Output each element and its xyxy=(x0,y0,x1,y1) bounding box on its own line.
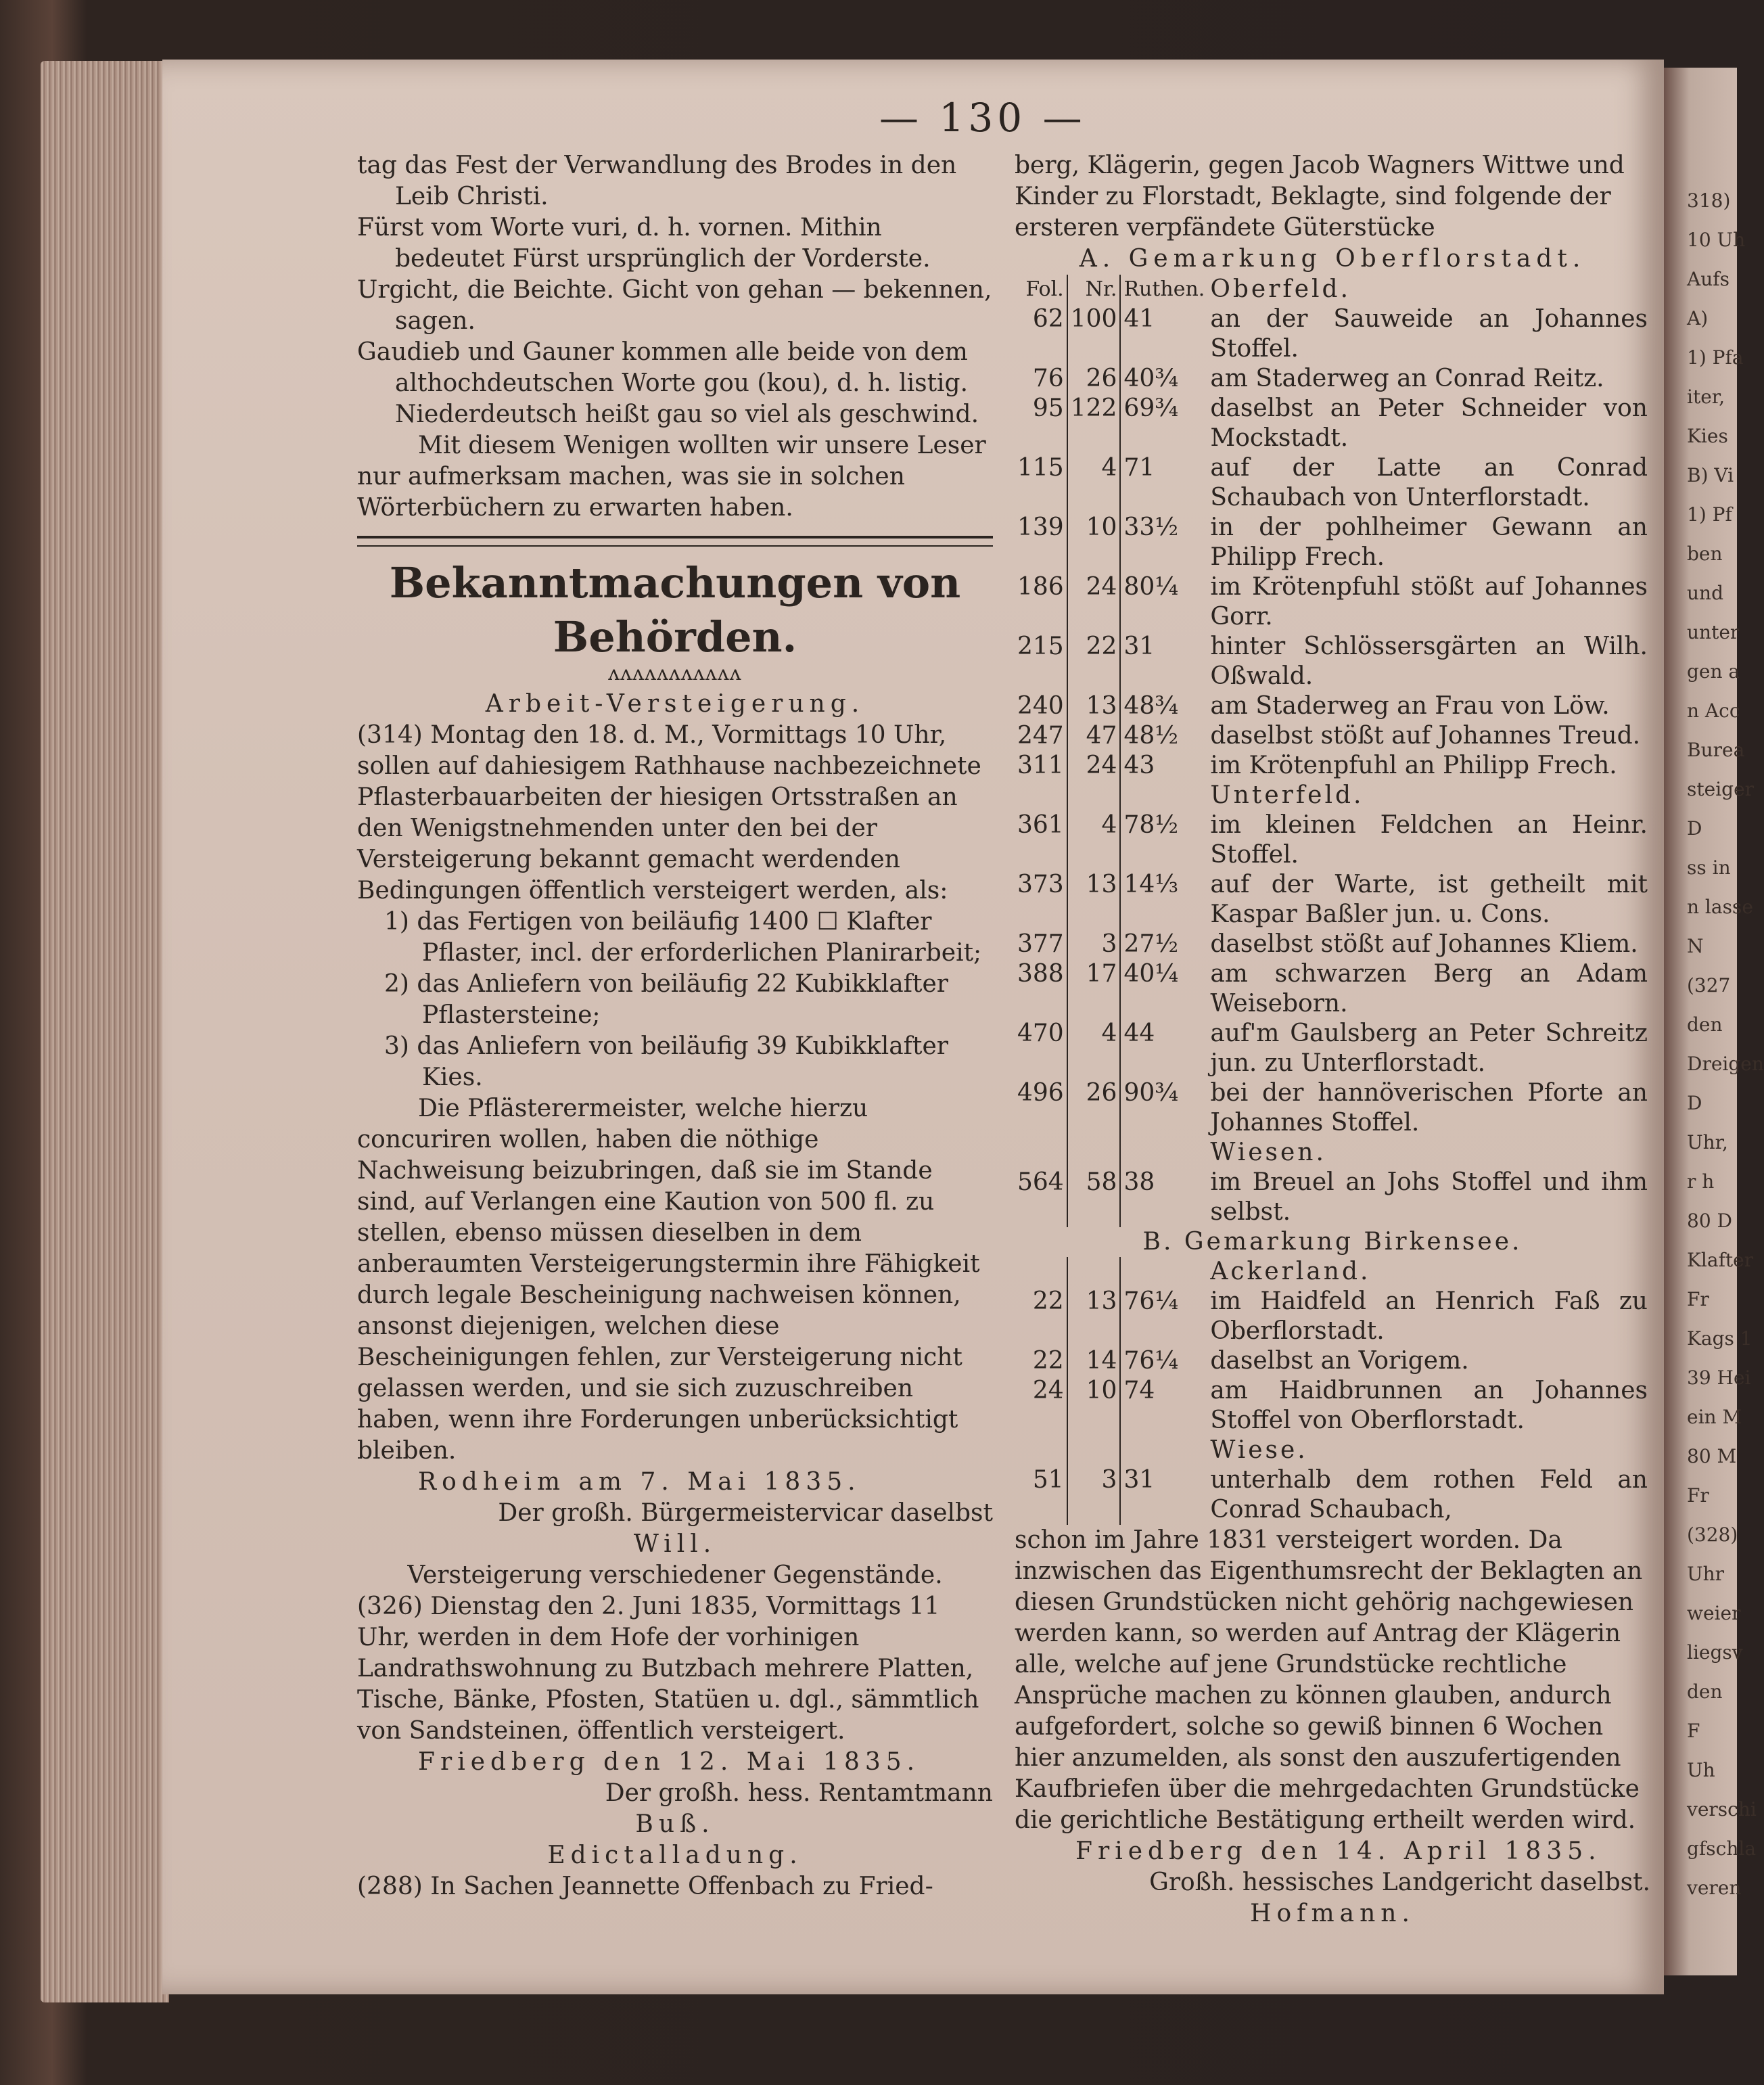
next-page-fragment: Uh xyxy=(1687,1759,1715,1781)
nr-cell: 22 xyxy=(1067,632,1121,691)
intro-paragraph: Gaudieb und Gauner kommen alle beide von dem althochdeutschen Worte gou (kou), d. h. listig. Niederdeutsch heißt gau so viel als geschwind. xyxy=(357,338,979,428)
notice-place-date: Rodheim am 7. Mai 1835. xyxy=(418,1468,861,1496)
empty-cell xyxy=(1015,1138,1067,1168)
page-edges xyxy=(41,61,169,2002)
intro-paragraph: Fürst vom Worte vuri, d. h. vornen. Mithin bedeutet Fürst ursprünglich der Vorderste. xyxy=(357,214,931,273)
ruthen-cell: 40¾ xyxy=(1120,364,1207,394)
nr-cell: 4 xyxy=(1067,453,1121,513)
table-subsection: Oberfeld. xyxy=(1210,275,1351,303)
description-cell: im Krötenpfuhl an Philipp Frech. xyxy=(1210,752,1617,779)
notice-place-date: Friedberg den 14. April 1835. xyxy=(1075,1837,1602,1865)
table-header-row xyxy=(1015,275,1650,304)
fol-cell: 51 xyxy=(1032,1466,1064,1494)
next-page-fragment: Dreigen xyxy=(1687,1053,1764,1075)
description-cell: auf der Latte an Conrad Schaubach von Unterflorstadt. xyxy=(1210,454,1648,511)
notice-signature: Großh. hessisches Landgericht daselbst. xyxy=(1149,1869,1650,1896)
next-page-fragment: 80 M xyxy=(1687,1445,1737,1467)
table-row xyxy=(1015,870,1650,930)
nr-cell: 4 xyxy=(1067,1019,1121,1078)
description-cell: im kleinen Feldchen an Heinr. Stoffel. xyxy=(1210,811,1648,869)
notice-signature: Der großh. hess. Rentamtmann xyxy=(605,1779,993,1807)
nr-cell: 3 xyxy=(1067,1465,1121,1525)
table-row xyxy=(1015,1168,1650,1227)
next-page-fragment: (328) xyxy=(1687,1523,1738,1546)
description-cell: in der pohlheimer Gewann an Philipp Frech. xyxy=(1210,513,1648,571)
table-row xyxy=(1015,810,1650,870)
table-row xyxy=(1015,751,1650,781)
next-page-fragment: Klafter xyxy=(1687,1249,1754,1271)
notice-title: Edictalladung. xyxy=(547,1841,803,1869)
description-cell: daselbst stößt auf Johannes Treud. xyxy=(1210,722,1641,750)
next-page-fragment: den xyxy=(1687,1013,1723,1036)
empty-cell xyxy=(1120,1257,1207,1287)
nr-cell: 13 xyxy=(1067,870,1121,930)
table-subsection-row xyxy=(1015,781,1650,810)
fol-cell: 139 xyxy=(1017,513,1064,541)
description-cell: daselbst an Peter Schneider von Mockstadt. xyxy=(1210,394,1648,452)
next-page-fragment: Kags 1 xyxy=(1687,1327,1753,1350)
nr-cell: 10 xyxy=(1067,513,1121,572)
nr-cell: 24 xyxy=(1067,572,1121,632)
fol-cell: 247 xyxy=(1017,722,1064,750)
nr-cell: 26 xyxy=(1067,1078,1121,1138)
table-row xyxy=(1015,1019,1650,1078)
fol-cell: 24 xyxy=(1032,1377,1064,1404)
fol-cell: 496 xyxy=(1017,1079,1064,1107)
nr-cell: 13 xyxy=(1067,691,1121,721)
empty-cell xyxy=(1067,781,1121,810)
notice-body: (326) Dienstag den 2. Juni 1835, Vormittags 11 Uhr, werden in dem Hofe der vorhinigen Landrathswohnung zu Butzbach mehrere Platten, Tische, Bänke, Pfosten, Statüen u. dgl., sämmtlich von Sandsteinen, öffentlich versteigert. xyxy=(357,1593,979,1745)
next-page-fragment: 80 D xyxy=(1687,1210,1732,1232)
notice-place-date: Friedberg den 12. Mai 1835. xyxy=(418,1748,921,1776)
table-row xyxy=(1015,721,1650,751)
fol-cell: 95 xyxy=(1032,394,1064,422)
table-row xyxy=(1015,1287,1650,1346)
table-row xyxy=(1015,1078,1650,1138)
ruthen-cell: 71 xyxy=(1120,453,1207,513)
table-section-title: B. Gemarkung Birkensee. xyxy=(1142,1228,1523,1256)
fol-cell: 22 xyxy=(1032,1347,1064,1375)
empty-cell xyxy=(1015,1436,1067,1465)
nr-cell: 100 xyxy=(1067,304,1121,364)
table-subsection: Wiese. xyxy=(1210,1436,1308,1464)
notice-list-item: 3) das Anliefern von beiläufig 39 Kubikklafter Kies. xyxy=(384,1032,948,1091)
description-cell: im Krötenpfuhl stößt auf Johannes Gorr. xyxy=(1210,573,1648,631)
nr-cell: 13 xyxy=(1067,1287,1121,1346)
empty-cell xyxy=(1015,781,1067,810)
table-row xyxy=(1015,930,1650,959)
ruthen-cell: 69¾ xyxy=(1120,394,1207,453)
next-page-fragment: D xyxy=(1687,1092,1702,1114)
fol-cell: 564 xyxy=(1017,1168,1064,1196)
next-page-fragment: liegsv xyxy=(1687,1641,1743,1664)
notice-body: berg, Klägerin, gegen Jacob Wagners Wittwe und Kinder zu Florstadt, Beklagte, sind folgende der ersteren verpfändete Güterstücke xyxy=(1015,152,1625,242)
next-page-fragment: veren xyxy=(1687,1877,1742,1899)
nr-cell: 14 xyxy=(1067,1346,1121,1376)
description-cell: daselbst an Vorigem. xyxy=(1210,1347,1469,1375)
next-page-fragment: (327 xyxy=(1687,974,1731,996)
description-cell: bei der hannöverischen Pforte an Johannes Stoffel. xyxy=(1210,1079,1648,1137)
table-subsection-row xyxy=(1015,1227,1650,1257)
description-cell: an der Sauweide an Johannes Stoffel. xyxy=(1210,305,1648,363)
description-cell: im Breuel an Johs Stoffel und ihm selbst. xyxy=(1210,1168,1648,1226)
next-page-fragment: Kies xyxy=(1687,425,1728,447)
table-row xyxy=(1015,364,1650,394)
ruthen-cell: 31 xyxy=(1120,1465,1207,1525)
nr-cell: 17 xyxy=(1067,959,1121,1019)
table-subsection-row xyxy=(1015,1436,1650,1465)
empty-cell xyxy=(1067,1257,1121,1287)
table-section-title: A. Gemarkung Oberflorstadt. xyxy=(1079,245,1586,273)
next-page-fragment: unter xyxy=(1687,621,1740,643)
fol-cell: 377 xyxy=(1017,930,1064,958)
next-page-fragment: ben xyxy=(1687,543,1723,565)
next-page-fragment: ss in xyxy=(1687,856,1731,879)
ruthen-cell: 27½ xyxy=(1120,930,1207,959)
ruthen-cell: 41 xyxy=(1120,304,1207,364)
notice-body: Die Pflästerermeister, welche hierzu concuriren wollen, haben die nöthige Nachweisung beizubringen, daß sie im Stande sind, auf Verlangen eine Kaution von 500 fl. zu stellen, ebenso müssen dieselben in dem anberaumten Versteigerungstermin ihre Fähigkeit durch legale Bescheinigung nachweisen können, ansonst diejenigen, welchen diese Bescheinigungen fehlen, zur Versteigerung nicht gelassen werden, und sie sich zuzuschreiben haben, wenn ihre Forderungen unberücksichtigt bleiben. xyxy=(357,1095,980,1465)
intro-paragraph: Urgicht, die Beichte. Gicht von gehan — bekennen, sagen. xyxy=(357,276,992,335)
ruthen-cell: 33½ xyxy=(1120,513,1207,572)
next-page-fragment: Aufs xyxy=(1687,268,1730,290)
fol-cell: 388 xyxy=(1017,960,1064,988)
ruthen-cell: 31 xyxy=(1120,632,1207,691)
next-page-fragment: ein M xyxy=(1687,1406,1742,1428)
description-cell: auf'm Gaulsberg an Peter Schreitz jun. zu Unterflorstadt. xyxy=(1210,1019,1648,1077)
table-row xyxy=(1015,959,1650,1019)
intro-paragraph: tag das Fest der Verwandlung des Brodes in den Leib Christi. xyxy=(357,152,957,210)
table-subsection-row xyxy=(1015,1257,1650,1287)
ruthen-cell: 76¼ xyxy=(1120,1287,1207,1346)
fol-cell: 62 xyxy=(1032,305,1064,333)
nr-cell: 122 xyxy=(1067,394,1121,453)
next-page-fragment: und xyxy=(1687,582,1723,604)
next-page-fragment: n Acc xyxy=(1687,700,1740,722)
empty-cell xyxy=(1120,1138,1207,1168)
fol-cell: 76 xyxy=(1032,365,1064,392)
nr-cell: 3 xyxy=(1067,930,1121,959)
description-cell: am Staderweg an Frau von Löw. xyxy=(1210,692,1610,720)
table-row xyxy=(1015,1346,1650,1376)
next-page-fragment: 318) xyxy=(1687,189,1731,212)
header-fol: Fol. xyxy=(1025,277,1064,301)
table-row xyxy=(1015,572,1650,632)
fol-cell: 115 xyxy=(1017,454,1064,482)
fol-cell: 186 xyxy=(1017,573,1064,601)
table-row xyxy=(1015,304,1650,364)
next-page-fragment: verschi xyxy=(1687,1798,1757,1820)
next-page-fragment: 1) Pf xyxy=(1687,503,1732,526)
next-page-fragment: r h xyxy=(1687,1170,1715,1193)
ruthen-cell: 74 xyxy=(1120,1376,1207,1436)
ruthen-cell: 40¼ xyxy=(1120,959,1207,1019)
page-number: — 130 — xyxy=(879,95,1086,141)
notice-signature: Der großh. Bürgermeistervicar daselbst xyxy=(498,1499,993,1527)
table-row xyxy=(1015,513,1650,572)
next-page-fragment: 10 Uh xyxy=(1687,229,1746,251)
next-page-fragment: steiger xyxy=(1687,778,1755,800)
next-page-fragment: 39 Hei xyxy=(1687,1367,1751,1389)
ruthen-cell: 48¾ xyxy=(1120,691,1207,721)
next-page-fragment: gfschla xyxy=(1687,1837,1757,1860)
fol-cell: 361 xyxy=(1017,811,1064,839)
next-page-fragment: B) Vi xyxy=(1687,464,1734,486)
notice-signature-name: Hofmann. xyxy=(1250,1900,1415,1927)
next-page-edge xyxy=(1664,68,1764,1975)
next-page-fragment: A) xyxy=(1687,307,1709,329)
description-cell: unterhalb dem rothen Feld an Conrad Schaubach, xyxy=(1210,1466,1648,1523)
table-row xyxy=(1015,394,1650,453)
ruthen-cell: 90¾ xyxy=(1120,1078,1207,1138)
fol-cell: 240 xyxy=(1017,692,1064,720)
nr-cell: 47 xyxy=(1067,721,1121,751)
next-page-fragment: Fr xyxy=(1687,1288,1709,1310)
notice-list-item: 1) das Fertigen von beiläufig 1400 ☐ Klafter Pflaster, incl. der erforderlichen Planirarbeit; xyxy=(384,908,982,967)
nr-cell: 10 xyxy=(1067,1376,1121,1436)
nr-cell: 24 xyxy=(1067,751,1121,781)
ruthen-cell: 43 xyxy=(1120,751,1207,781)
fol-cell: 311 xyxy=(1017,752,1064,779)
description-cell: am schwarzen Berg an Adam Weiseborn. xyxy=(1210,960,1648,1017)
next-page-fragment: iter, xyxy=(1687,386,1725,408)
notice-signature-name: Buß. xyxy=(635,1810,715,1838)
notice-body: (288) In Sachen Jeannette Offenbach zu Fried- xyxy=(357,1873,933,1900)
heading-ornament: ᴧᴧᴧᴧᴧᴧᴧᴧᴧᴧᴧ xyxy=(608,662,742,685)
empty-cell xyxy=(1120,781,1207,810)
next-page-fragment: 1) Pfa xyxy=(1687,346,1744,369)
notice-title: Versteigerung verschiedener Gegenstände. xyxy=(407,1561,943,1589)
next-page-fragment: Uhr xyxy=(1687,1563,1725,1585)
next-page-fragment: Fr xyxy=(1687,1484,1709,1507)
ruthen-cell: 44 xyxy=(1120,1019,1207,1078)
nr-cell: 58 xyxy=(1067,1168,1121,1227)
ruthen-cell: 14⅓ xyxy=(1120,870,1207,930)
ruthen-cell: 80¼ xyxy=(1120,572,1207,632)
nr-cell: 26 xyxy=(1067,364,1121,394)
next-page-fragment: D xyxy=(1687,817,1702,840)
notice-signature-name: Will. xyxy=(633,1530,717,1558)
left-column xyxy=(357,150,993,1902)
next-page-fragment: Uhr, xyxy=(1687,1131,1728,1153)
intro-paragraph: Mit diesem Wenigen wollten wir unsere Leser nur aufmerksam machen, was sie in solchen Wörterbüchern zu erwarten haben. xyxy=(357,432,986,522)
right-column xyxy=(1015,150,1650,1929)
ruthen-cell: 48½ xyxy=(1120,721,1207,751)
ruthen-cell: 38 xyxy=(1120,1168,1207,1227)
next-page-fragment: den xyxy=(1687,1680,1723,1703)
table-subsection: Wiesen. xyxy=(1210,1139,1326,1166)
table-subsection: Unterfeld. xyxy=(1210,781,1364,809)
section-heading: Bekanntmachungen von Behörden. xyxy=(389,558,961,662)
fol-cell: 22 xyxy=(1032,1287,1064,1315)
header-ruthen: Ruthen. xyxy=(1120,275,1207,304)
notice-title: Arbeit-Versteigerung. xyxy=(485,690,865,718)
fol-cell: 373 xyxy=(1017,871,1064,898)
empty-cell xyxy=(1120,1436,1207,1465)
header-nr: Nr. xyxy=(1067,275,1121,304)
empty-cell xyxy=(1015,1257,1067,1287)
ruthen-cell: 78½ xyxy=(1120,810,1207,870)
section-rule xyxy=(357,536,993,547)
notice-list-item: 2) das Anliefern von beiläufig 22 Kubikklafter Pflastersteine; xyxy=(384,970,948,1029)
property-table xyxy=(1015,275,1650,1525)
empty-cell xyxy=(1067,1138,1121,1168)
description-cell: daselbst stößt auf Johannes Kliem. xyxy=(1210,930,1638,958)
description-cell: hinter Schlössersgärten an Wilh. Oßwald. xyxy=(1210,633,1648,690)
description-cell: am Staderweg an Conrad Reitz. xyxy=(1210,365,1604,392)
table-row xyxy=(1015,1465,1650,1525)
fol-cell: 215 xyxy=(1017,633,1064,660)
next-page-fragment: weier xyxy=(1687,1602,1741,1624)
table-row xyxy=(1015,1376,1650,1436)
next-page-fragment: Burea xyxy=(1687,739,1745,761)
description-cell: am Haidbrunnen an Johannes Stoffel von Oberflorstadt. xyxy=(1210,1377,1648,1434)
next-page-fragment: N xyxy=(1687,935,1704,957)
next-page-fragment: gen a xyxy=(1687,660,1740,683)
table-row xyxy=(1015,691,1650,721)
table-subsection-row xyxy=(1015,1138,1650,1168)
notice-body: (314) Montag den 18. d. M., Vormittags 10 Uhr, sollen auf dahiesigem Rathhause nachbezeichnete Pflasterbauarbeiten der hiesigen Ortsstraßen an den Wenigstnehmenden unter den bei der Versteigerung bekannt gemacht werdenden Bedingungen öffentlich versteigert werden, als: xyxy=(357,721,981,904)
notice-body: schon im Jahre 1831 versteigert worden. Da inzwischen das Eigenthumsrecht der Beklagten an diesen Grundstücken nicht gehörig nachgewiesen werden kann, so werden auf Antrag der Klägerin alle, welche auf jene Grundstücke rechtliche Ansprüche machen zu können glauben, andurch aufgefordert, solche so gewiß binnen 6 Wochen hier anzumelden, als sonst den auszufertigenden Kaufbriefen über die mehrgedachten Grundstücke die gerichtliche Bestätigung ertheilt werden wird. xyxy=(1015,1526,1643,1834)
description-cell: auf der Warte, ist getheilt mit Kaspar Baßler jun. u. Cons. xyxy=(1210,871,1648,928)
table-row xyxy=(1015,632,1650,691)
empty-cell xyxy=(1067,1436,1121,1465)
table-subsection: Ackerland. xyxy=(1210,1258,1371,1285)
description-cell: im Haidfeld an Henrich Faß zu Oberflorstadt. xyxy=(1210,1287,1648,1345)
nr-cell: 4 xyxy=(1067,810,1121,870)
table-row xyxy=(1015,453,1650,513)
ruthen-cell: 76¼ xyxy=(1120,1346,1207,1376)
next-page-fragment: F xyxy=(1687,1720,1700,1742)
next-page-fragment: n lasse xyxy=(1687,896,1753,918)
fol-cell: 470 xyxy=(1017,1019,1064,1047)
